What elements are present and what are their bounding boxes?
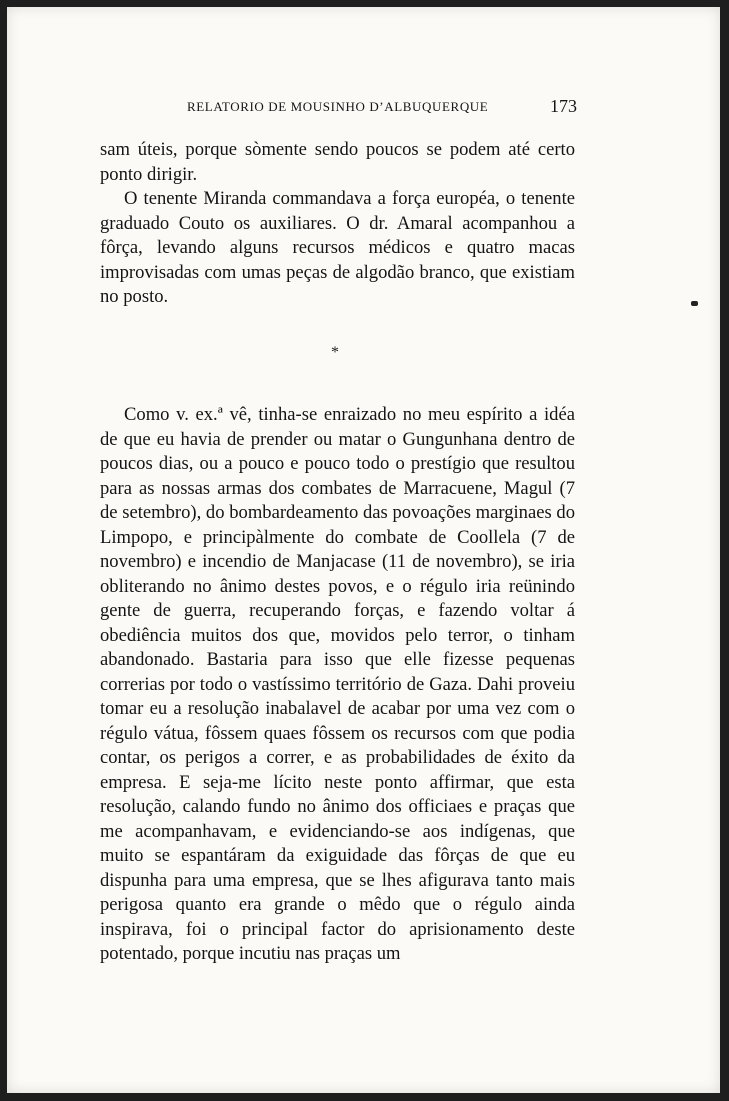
page-header [185,96,577,123]
text-block-top [100,138,575,310]
margin-ink-mark [691,301,698,306]
paragraph-main: Como v. ex.ª vê, tinha-se enraizado no meu espírito a idéa de que eu havia de prender ou matar o Gungunhana dentro de poucos dias, ou a pouco e pouco todo o prestígio que resultou para as nossas armas dos combates de Marracuene, Magul (7 de setembro), do bombardeamento das povoações marginaes do Limpopo, e principàlmente do combate de Coollela (7 de novembro) e incendio de Manjacase (11 de novembro), se iria obliterando no ânimo destes povos, e o régulo iria reünindo gente de guerra, recuperando forças, e fazendo voltar á obediência muitos dos que, movidos pelo terror, o tinham abandonado. Bastaria para isso que elle fizesse pequenas correrias por todo o vastíssimo território de Gaza. Dahi proveiu tomar eu a resolução inabalavel de acabar por uma vez com o régulo vátua, fôssem quaes fôssem os recursos com que podia contar, os perigos a correr, e as probabilidades de éxito da empresa. E seja-me lícito neste ponto affirmar, que esta resolução, calando fundo no ânimo dos officiaes e praças que me acompanhavam, e evidenciando-se aos indígenas, que muito se espantáram da exiguidade das fôrças de que eu dispunha para uma empresa, que se lhes afigurava tanto mais perigosa quanto era grande o mêdo que o régulo ainda inspirava, foi o principal factor do aprisionamento deste potentado, porque incutiu nas praças um [100,404,575,964]
paragraph-continued: sam úteis, porque sòmente sendo poucos se podem até certo ponto dirigir. [100,139,575,185]
paragraph-officers: O tenente Miranda commandava a força européa, o tenente graduado Couto os auxiliares. O dr. Amaral acompanhou a fôrça, levando alguns recursos médicos e quatro macas improvisadas com umas peças de algodão branco, que existiam no posto. [100,188,575,307]
book-page [7,7,720,1093]
text-block-main [100,403,575,967]
section-separator: * [331,344,339,361]
page-number: 173 [550,96,577,116]
running-title: RELATORIO DE MOUSINHO D’ALBUQUERQUE [187,99,489,114]
